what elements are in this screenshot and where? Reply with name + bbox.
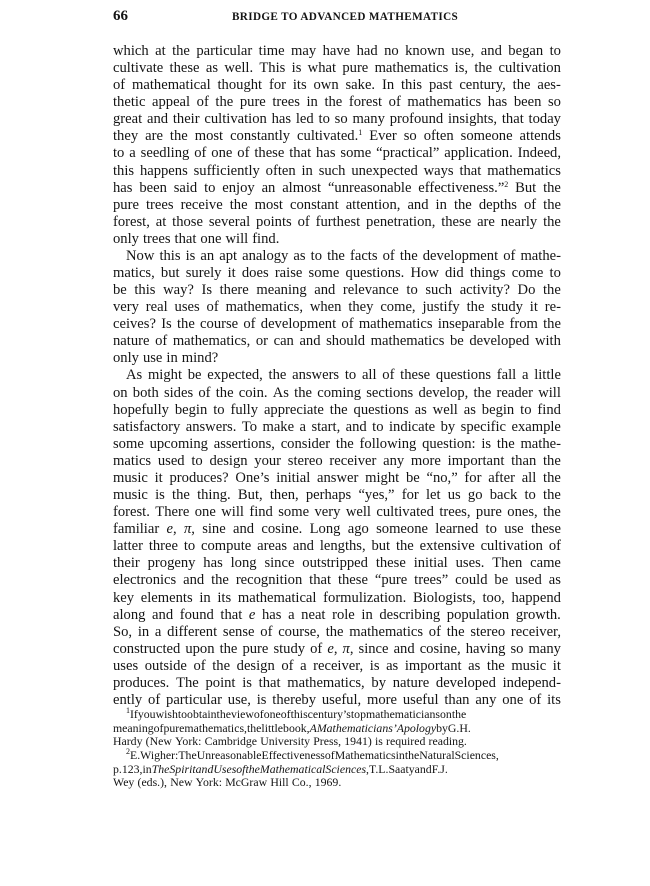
text-line: uses outside of the design of a receiver, is as important as the music it [113, 657, 561, 674]
text-line: electronics and the recognition that these “pure trees” could be used as [113, 572, 561, 589]
footnote-line: p. 123, in The Spirit and Uses of the Mathematical Sciences, T. L. Saaty and F. J. [113, 761, 448, 776]
footnote-line: $^1$ If you wish to obtain the view of one of this century’s top mathematicians on the [126, 706, 467, 721]
text-line: very real uses of mathematics, when they come, justify the study it re- [113, 299, 561, 316]
footnote-line: Wey (eds.), New York: McGraw Hill Co., 1969. [113, 775, 342, 790]
text-line: produces. The point is that mathematics, by nature developed independ- [113, 674, 561, 691]
paragraph [113, 367, 561, 709]
text-line: Now this is an apt analogy as to the facts of the development of mathe- [126, 247, 561, 264]
text-line: this happens sufficiently often in such unexpected ways that mathematics [113, 162, 561, 179]
text-line: nature of mathematics, or can and should mathematics be developed with [113, 333, 561, 350]
text-line: music is the thing. But, then, perhaps “yes,” for let us go back to the [113, 487, 561, 504]
text-line: has been said to enjoy an almost “unreasonable effectiveness.”$^2$ But the [113, 179, 561, 196]
text-line: pure trees receive the most constant attention, and in the depths of the [113, 196, 561, 213]
text-line: cultivate these as well. This is what pure mathematics is, the cultivation [113, 60, 561, 77]
text-line: thetic appeal of the pure trees in the forest of mathematics has been so [113, 94, 561, 111]
text-line: some upcoming assertions, consider the following question: is the mathe- [113, 435, 561, 452]
text-line: they are the most constantly cultivated.$^1$ Ever so often someone attends [113, 128, 561, 145]
text-line: music it produces? One’s initial answer might be “no,” for after all the [113, 469, 561, 486]
text-line: great and their cultivation has led to so many profound insights, that today [113, 111, 561, 128]
text-line: As might be expected, the answers to all of these questions fall a little [126, 367, 561, 384]
footnote-line: $^2$ E. Wigher: The Unreasonable Effectiveness of Mathematics in the Natural Sciences, [126, 747, 499, 763]
text-line: forest. There one will find some very well cultivated trees, pure ones, the [113, 504, 561, 521]
text-line: matics, but surely it does raise some questions. How did things come to [113, 265, 561, 282]
text-line: their progeny has long since outstripped these initial uses. Then came [113, 555, 561, 572]
text-line: latter three to compute areas and lengths, but the extensive cultivation of [113, 538, 561, 555]
text-line: on both sides of the coin. As the coming sections develop, the reader will [113, 384, 561, 401]
text-line: constructed upon the pure study of e, π, since and cosine, having so many [113, 640, 561, 657]
text-line: forest, at those several points of furthest penetration, these are nearly the [113, 213, 561, 230]
footnotes [113, 708, 561, 790]
running-head-title: BRIDGE TO ADVANCED MATHEMATICS [232, 11, 459, 23]
footnote-line: meaning of pure mathematics, the little book, A Mathematicians’ Apology by G. H. [113, 720, 471, 735]
text-line: ceives? Is the course of development of mathematics inseparable from the [113, 316, 561, 333]
text-line: familiar e, π, sine and cosine. Long ago someone learned to use these [113, 521, 561, 538]
text-line: hopefully begin to fully appreciate the questions as well as begin to find [113, 401, 561, 418]
footnote-ref[interactable]: 1 [126, 706, 130, 715]
body-text [113, 43, 561, 709]
text-line: satisfactory answers. To make a start, and to indicate by specific example [113, 418, 561, 435]
text-line: along and found that e has a neat role in describing population growth. [113, 606, 561, 623]
text-line: be this way? Is there meaning and relevance to such activity? Do the [113, 282, 561, 299]
running-head [113, 8, 560, 28]
page-number: 66 [113, 8, 128, 24]
paragraph [113, 248, 561, 368]
text-line: So, in a different sense of course, the mathematics of the stereo receiver, [113, 623, 561, 640]
footnote-1 [113, 708, 561, 749]
text-line: which at the particular time may have had no known use, and began to [113, 43, 561, 59]
text-line: to a seedling of one of these that has some “practical” application. Indeed, [113, 145, 561, 162]
paragraph [113, 43, 561, 248]
footnote-line: Hardy (New York: Cambridge University Press, 1941) is required reading. [113, 734, 467, 749]
text-line: key elements in its mathematical formulization. Biologists, too, happend [113, 589, 561, 606]
text-line: of mathematical thought for its own sake. In this past century, the aes- [113, 77, 561, 94]
footnote-2 [113, 749, 561, 790]
text-line: only trees that one will find. [113, 230, 280, 247]
footnote-ref[interactable]: 1 [358, 128, 363, 138]
footnote-ref[interactable]: 2 [504, 179, 509, 189]
footnote-ref[interactable]: 2 [126, 747, 130, 757]
text-line: only use in mind? [113, 350, 219, 367]
text-line: ently of particular use, is thereby useful, more useful than any one of its [113, 691, 561, 708]
text-line: matics used to design your stereo receiver any more important than the [113, 452, 561, 469]
